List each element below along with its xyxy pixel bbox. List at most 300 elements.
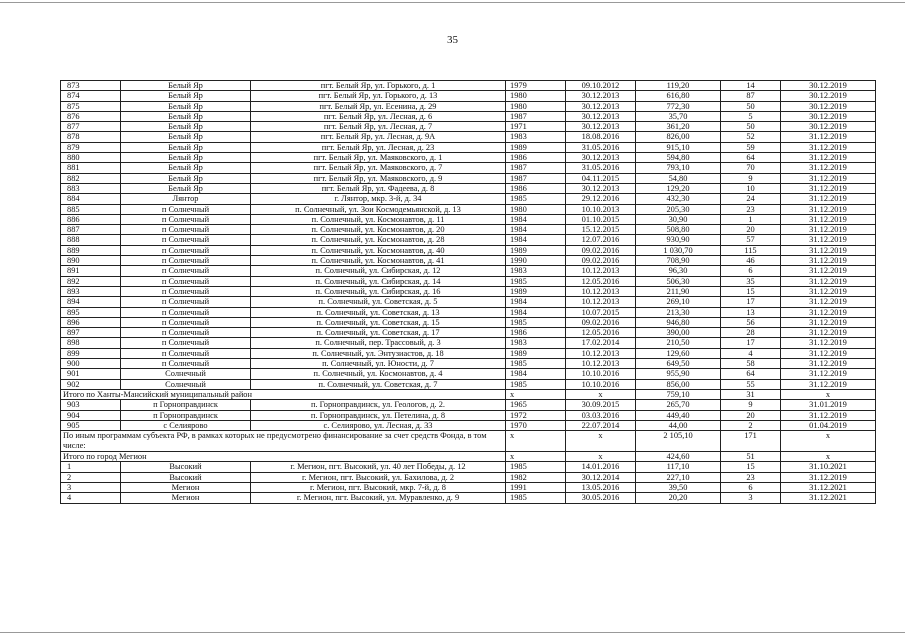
row-number: 879 [61,142,121,152]
residents-count: 87 [721,91,781,101]
settlement-name: Белый Яр [121,183,251,193]
settlement-name: Белый Яр [121,132,251,142]
table-row [61,81,876,91]
table-row [61,225,876,235]
planned-date: 30.12.2019 [781,122,876,132]
planned-date: 31.12.2019 [781,235,876,245]
residents-count: 35 [721,276,781,286]
recognition-date: 09.10.2012 [566,81,636,91]
address: п. Солнечный, пер. Трассовый, д. 3 [251,338,506,348]
table-row [61,379,876,389]
address: г. Мегион, пгт. Высокий, ул. 40 лет Победы, д. 12 [251,462,506,472]
residents-count: 51 [721,452,781,462]
commission-year: 1985 [506,462,566,472]
table-row [61,297,876,307]
area: 946,80 [636,317,721,327]
residents-count: 2 [721,420,781,430]
commission-year: 1979 [506,81,566,91]
commission-year: 1987 [506,163,566,173]
recognition-date: 14.01.2016 [566,462,636,472]
recognition-date: 10.12.2013 [566,297,636,307]
planned-date: 31.12.2019 [781,204,876,214]
settlement-name: п Солнечный [121,276,251,286]
residents-count: 58 [721,359,781,369]
address: п. Солнечный, ул. Космонавтов, д. 28 [251,235,506,245]
planned-date: 31.12.2019 [781,132,876,142]
area: 2 105,10 [636,431,721,452]
summary-title: Итого по Ханты-Мансийский муниципальный район [61,389,506,399]
area: 35,70 [636,111,721,121]
area: 508,80 [636,225,721,235]
row-number: 2 [61,472,121,482]
planned-date: 31.12.2019 [781,359,876,369]
residents-count: 10 [721,183,781,193]
residents-count: 3 [721,493,781,503]
table-row [61,111,876,121]
area: 930,90 [636,235,721,245]
planned-date: 31.12.2019 [781,225,876,235]
residents-count: 50 [721,101,781,111]
planned-date: 31.10.2021 [781,462,876,472]
residents-count: 9 [721,173,781,183]
table-row [61,286,876,296]
recognition-date: 17.02.2014 [566,338,636,348]
recognition-date: 01.10.2015 [566,214,636,224]
housing-table-body [61,81,876,504]
table-row [61,214,876,224]
recognition-date: 15.12.2015 [566,225,636,235]
planned-date: 31.12.2019 [781,183,876,193]
recognition-date: 10.12.2013 [566,359,636,369]
planned-date: 31.01.2019 [781,400,876,410]
area: 213,30 [636,307,721,317]
table-row [61,194,876,204]
recognition-date: 29.12.2016 [566,194,636,204]
summary-row [61,431,876,452]
commission-year: 1980 [506,91,566,101]
planned-date: 31.12.2019 [781,245,876,255]
residents-count: 5 [721,111,781,121]
residents-count: 28 [721,328,781,338]
area: 96,30 [636,266,721,276]
settlement-name: Белый Яр [121,111,251,121]
planned-date: 31.12.2019 [781,379,876,389]
summary-row [61,389,876,399]
table-row [61,122,876,132]
table-row [61,235,876,245]
commission-year: x [506,452,566,462]
commission-year: 1984 [506,214,566,224]
recognition-date: 30.12.2013 [566,153,636,163]
recognition-date: 09.02.2016 [566,256,636,266]
residents-count: 6 [721,266,781,276]
settlement-name: Белый Яр [121,142,251,152]
commission-year: 1986 [506,183,566,193]
recognition-date: 18.08.2016 [566,132,636,142]
recognition-date: x [566,431,636,452]
address: г. Мегион, пгт. Высокий, мкр. 7-й, д. 8 [251,482,506,492]
address: п. Солнечный, ул. Советская, д. 7 [251,379,506,389]
settlement-name: Высокий [121,472,251,482]
summary-title: Итого по город Мегион [61,452,506,462]
scan-edge-top [0,2,905,3]
address: п. Горноправдинск, ул. Геологов, д. 2. [251,400,506,410]
commission-year: 1985 [506,317,566,327]
commission-year: 1984 [506,235,566,245]
row-number: 875 [61,101,121,111]
row-number: 897 [61,328,121,338]
settlement-name: Белый Яр [121,153,251,163]
planned-date: 31.12.2019 [781,317,876,327]
address: пгт. Белый Яр, ул. Лесная, д. 6 [251,111,506,121]
area: 432,30 [636,194,721,204]
row-number: 904 [61,410,121,420]
area: 129,20 [636,183,721,193]
address: п. Солнечный, ул. Космонавтов, д. 4 [251,369,506,379]
commission-year: 1985 [506,493,566,503]
area: 449,40 [636,410,721,420]
commission-year: 1985 [506,276,566,286]
summary-title: По иным программам субъекта РФ, в рамках которых не предусмотрено финансирование за счет средств Фонда, в том числе: [61,431,506,452]
commission-year: 1986 [506,328,566,338]
planned-date: 31.12.2021 [781,493,876,503]
table-row [61,338,876,348]
table-row [61,101,876,111]
recognition-date: 10.12.2013 [566,266,636,276]
table-row [61,204,876,214]
table-row [61,307,876,317]
table-row [61,256,876,266]
table-row [61,410,876,420]
settlement-name: п Солнечный [121,317,251,327]
commission-year: 1980 [506,101,566,111]
settlement-name: п Солнечный [121,225,251,235]
settlement-name: Мегион [121,493,251,503]
settlement-name: п Солнечный [121,338,251,348]
recognition-date: 30.12.2013 [566,101,636,111]
recognition-date: 22.07.2014 [566,420,636,430]
residents-count: 15 [721,286,781,296]
residents-count: 56 [721,317,781,327]
area: 616,80 [636,91,721,101]
row-number: 902 [61,379,121,389]
residents-count: 64 [721,153,781,163]
settlement-name: Белый Яр [121,101,251,111]
planned-date: 31.12.2021 [781,482,876,492]
planned-date: 30.12.2019 [781,111,876,121]
row-number: 895 [61,307,121,317]
recognition-date: 09.02.2016 [566,245,636,255]
row-number: 889 [61,245,121,255]
planned-date: 31.12.2019 [781,153,876,163]
residents-count: 17 [721,297,781,307]
commission-year: 1970 [506,420,566,430]
settlement-name: Солнечный [121,379,251,389]
recognition-date: 10.07.2015 [566,307,636,317]
planned-date: 31.12.2019 [781,307,876,317]
recognition-date: 31.05.2016 [566,142,636,152]
row-number: 4 [61,493,121,503]
area: 119,20 [636,81,721,91]
commission-year: 1984 [506,307,566,317]
table-row [61,493,876,503]
address: г. Мегион, пгт. Высокий, ул. Бахилова, д. 2 [251,472,506,482]
commission-year: 1983 [506,132,566,142]
residents-count: 64 [721,369,781,379]
area: 955,90 [636,369,721,379]
address: п. Солнечный, ул. Сибирская, д. 16 [251,286,506,296]
settlement-name: Лянтор [121,194,251,204]
area: 129,60 [636,348,721,358]
area: 210,50 [636,338,721,348]
row-number: 892 [61,276,121,286]
planned-date: 30.12.2019 [781,101,876,111]
planned-date: 31.12.2019 [781,348,876,358]
residents-count: 20 [721,225,781,235]
commission-year: 1989 [506,142,566,152]
residents-count: 46 [721,256,781,266]
recognition-date: 30.05.2016 [566,493,636,503]
settlement-name: п Солнечный [121,204,251,214]
planned-date: 31.12.2019 [781,194,876,204]
area: 20,20 [636,493,721,503]
commission-year: 1986 [506,153,566,163]
area: 856,00 [636,379,721,389]
recognition-date: 09.02.2016 [566,317,636,327]
recognition-date: 31.05.2016 [566,163,636,173]
area: 826,00 [636,132,721,142]
table-row [61,173,876,183]
area: 361,20 [636,122,721,132]
address: пгт. Белый Яр, ул. Лесная, д. 7 [251,122,506,132]
residents-count: 20 [721,410,781,420]
residents-count: 55 [721,379,781,389]
residents-count: 13 [721,307,781,317]
settlement-name: Мегион [121,482,251,492]
table-row [61,163,876,173]
row-number: 894 [61,297,121,307]
planned-date: 31.12.2019 [781,276,876,286]
residents-count: 6 [721,482,781,492]
area: 424,60 [636,452,721,462]
row-number: 3 [61,482,121,492]
commission-year: 1980 [506,204,566,214]
area: 211,90 [636,286,721,296]
recognition-date: x [566,452,636,462]
area: 390,00 [636,328,721,338]
row-number: 900 [61,359,121,369]
row-number: 891 [61,266,121,276]
recognition-date: 10.10.2016 [566,379,636,389]
summary-row [61,452,876,462]
commission-year: 1987 [506,111,566,121]
table-row [61,276,876,286]
residents-count: 52 [721,132,781,142]
commission-year: x [506,431,566,452]
commission-year: 1989 [506,348,566,358]
settlement-name: п Горноправдинск [121,400,251,410]
recognition-date: 04.11.2015 [566,173,636,183]
address: п. Горноправдинск, ул. Петелина, д. 8 [251,410,506,420]
recognition-date: 30.12.2014 [566,472,636,482]
commission-year: 1984 [506,369,566,379]
residents-count: 31 [721,389,781,399]
row-number: 887 [61,225,121,235]
recognition-date: 30.12.2013 [566,122,636,132]
row-number: 905 [61,420,121,430]
address: п. Солнечный, ул. Сибирская, д. 14 [251,276,506,286]
table-row [61,328,876,338]
address: п. Солнечный, ул. Зои Космодемьянской, д. 13 [251,204,506,214]
table-row [61,142,876,152]
address: п. Солнечный, ул. Советская, д. 17 [251,328,506,338]
settlement-name: Белый Яр [121,173,251,183]
settlement-name: с Селиярово [121,420,251,430]
row-number: 903 [61,400,121,410]
area: 205,30 [636,204,721,214]
commission-year: 1983 [506,338,566,348]
settlement-name: Солнечный [121,369,251,379]
residents-count: 23 [721,472,781,482]
address: пгт. Белый Яр, ул. Горького, д. 13 [251,91,506,101]
residents-count: 50 [721,122,781,132]
area: 772,30 [636,101,721,111]
commission-year: 1989 [506,245,566,255]
address: п. Солнечный, ул. Энтузиастов, д. 18 [251,348,506,358]
page-number: 35 [447,34,458,46]
recognition-date: 30.12.2013 [566,183,636,193]
commission-year: 1985 [506,359,566,369]
address: п. Солнечный, ул. Сибирская, д. 12 [251,266,506,276]
area: 594,80 [636,153,721,163]
settlement-name: п Солнечный [121,328,251,338]
residents-count: 70 [721,163,781,173]
area: 759,10 [636,389,721,399]
planned-date: 31.12.2019 [781,142,876,152]
planned-date: 30.12.2019 [781,81,876,91]
table-row [61,317,876,327]
scan-edge-bottom [0,632,905,633]
recognition-date: 10.10.2016 [566,369,636,379]
row-number: 888 [61,235,121,245]
settlement-name: Белый Яр [121,91,251,101]
planned-date: 31.12.2019 [781,338,876,348]
address: п. Солнечный, ул. Космонавтов, д. 40 [251,245,506,255]
area: 117,10 [636,462,721,472]
planned-date: 31.12.2019 [781,173,876,183]
settlement-name: п Солнечный [121,256,251,266]
address: п. Солнечный, ул. Юности, д. 7 [251,359,506,369]
recognition-date: 12.07.2016 [566,235,636,245]
row-number: 873 [61,81,121,91]
address: пгт. Белый Яр, ул. Есенина, д. 29 [251,101,506,111]
row-number: 880 [61,153,121,163]
address: пгт. Белый Яр, ул. Маяковского, д. 7 [251,163,506,173]
table-row [61,400,876,410]
residents-count: 14 [721,81,781,91]
area: 708,90 [636,256,721,266]
commission-year: 1991 [506,482,566,492]
area: 506,30 [636,276,721,286]
address: п. Солнечный, ул. Советская, д. 5 [251,297,506,307]
area: 44,00 [636,420,721,430]
commission-year: 1965 [506,400,566,410]
area: 30,90 [636,214,721,224]
row-number: 881 [61,163,121,173]
area: 39,50 [636,482,721,492]
commission-year: 1982 [506,472,566,482]
housing-table-container [60,80,875,504]
address: п. Солнечный, ул. Космонавтов, д. 11 [251,214,506,224]
row-number: 898 [61,338,121,348]
commission-year: 1990 [506,256,566,266]
commission-year: 1971 [506,122,566,132]
row-number: 899 [61,348,121,358]
residents-count: 171 [721,431,781,452]
commission-year: 1983 [506,266,566,276]
planned-date: x [781,389,876,399]
settlement-name: п Солнечный [121,235,251,245]
area: 227,10 [636,472,721,482]
recognition-date: 30.12.2013 [566,91,636,101]
row-number: 886 [61,214,121,224]
residents-count: 59 [721,142,781,152]
address: г. Лянтор, мкр. 3-й, д. 34 [251,194,506,204]
settlement-name: п Солнечный [121,214,251,224]
recognition-date: 10.12.2013 [566,348,636,358]
commission-year: x [506,389,566,399]
settlement-name: п Солнечный [121,297,251,307]
settlement-name: п Солнечный [121,286,251,296]
settlement-name: Белый Яр [121,81,251,91]
address: пгт. Белый Яр, ул. Лесная, д. 23 [251,142,506,152]
settlement-name: п Солнечный [121,359,251,369]
residents-count: 4 [721,348,781,358]
address: п. Солнечный, ул. Космонавтов, д. 20 [251,225,506,235]
commission-year: 1987 [506,173,566,183]
commission-year: 1984 [506,225,566,235]
planned-date: 31.12.2019 [781,163,876,173]
row-number: 901 [61,369,121,379]
commission-year: 1985 [506,379,566,389]
table-row [61,462,876,472]
row-number: 878 [61,132,121,142]
address: с. Селиярово, ул. Лесная, д. 33 [251,420,506,430]
area: 793,10 [636,163,721,173]
address: п. Солнечный, ул. Советская, д. 15 [251,317,506,327]
recognition-date: 12.05.2016 [566,276,636,286]
area: 54,80 [636,173,721,183]
address: пгт. Белый Яр, ул. Лесная, д. 9А [251,132,506,142]
address: п. Солнечный, ул. Космонавтов, д. 41 [251,256,506,266]
recognition-date: 30.09.2015 [566,400,636,410]
address: пгт. Белый Яр, ул. Горького, д. 1 [251,81,506,91]
area: 915,10 [636,142,721,152]
settlement-name: п Горноправдинск [121,410,251,420]
planned-date: 31.12.2019 [781,256,876,266]
area: 269,10 [636,297,721,307]
planned-date: 01.04.2019 [781,420,876,430]
row-number: 1 [61,462,121,472]
row-number: 896 [61,317,121,327]
recognition-date: x [566,389,636,399]
recognition-date: 13.05.2016 [566,482,636,492]
table-row [61,245,876,255]
commission-year: 1985 [506,194,566,204]
recognition-date: 10.10.2013 [566,204,636,214]
row-number: 874 [61,91,121,101]
settlement-name: Белый Яр [121,163,251,173]
